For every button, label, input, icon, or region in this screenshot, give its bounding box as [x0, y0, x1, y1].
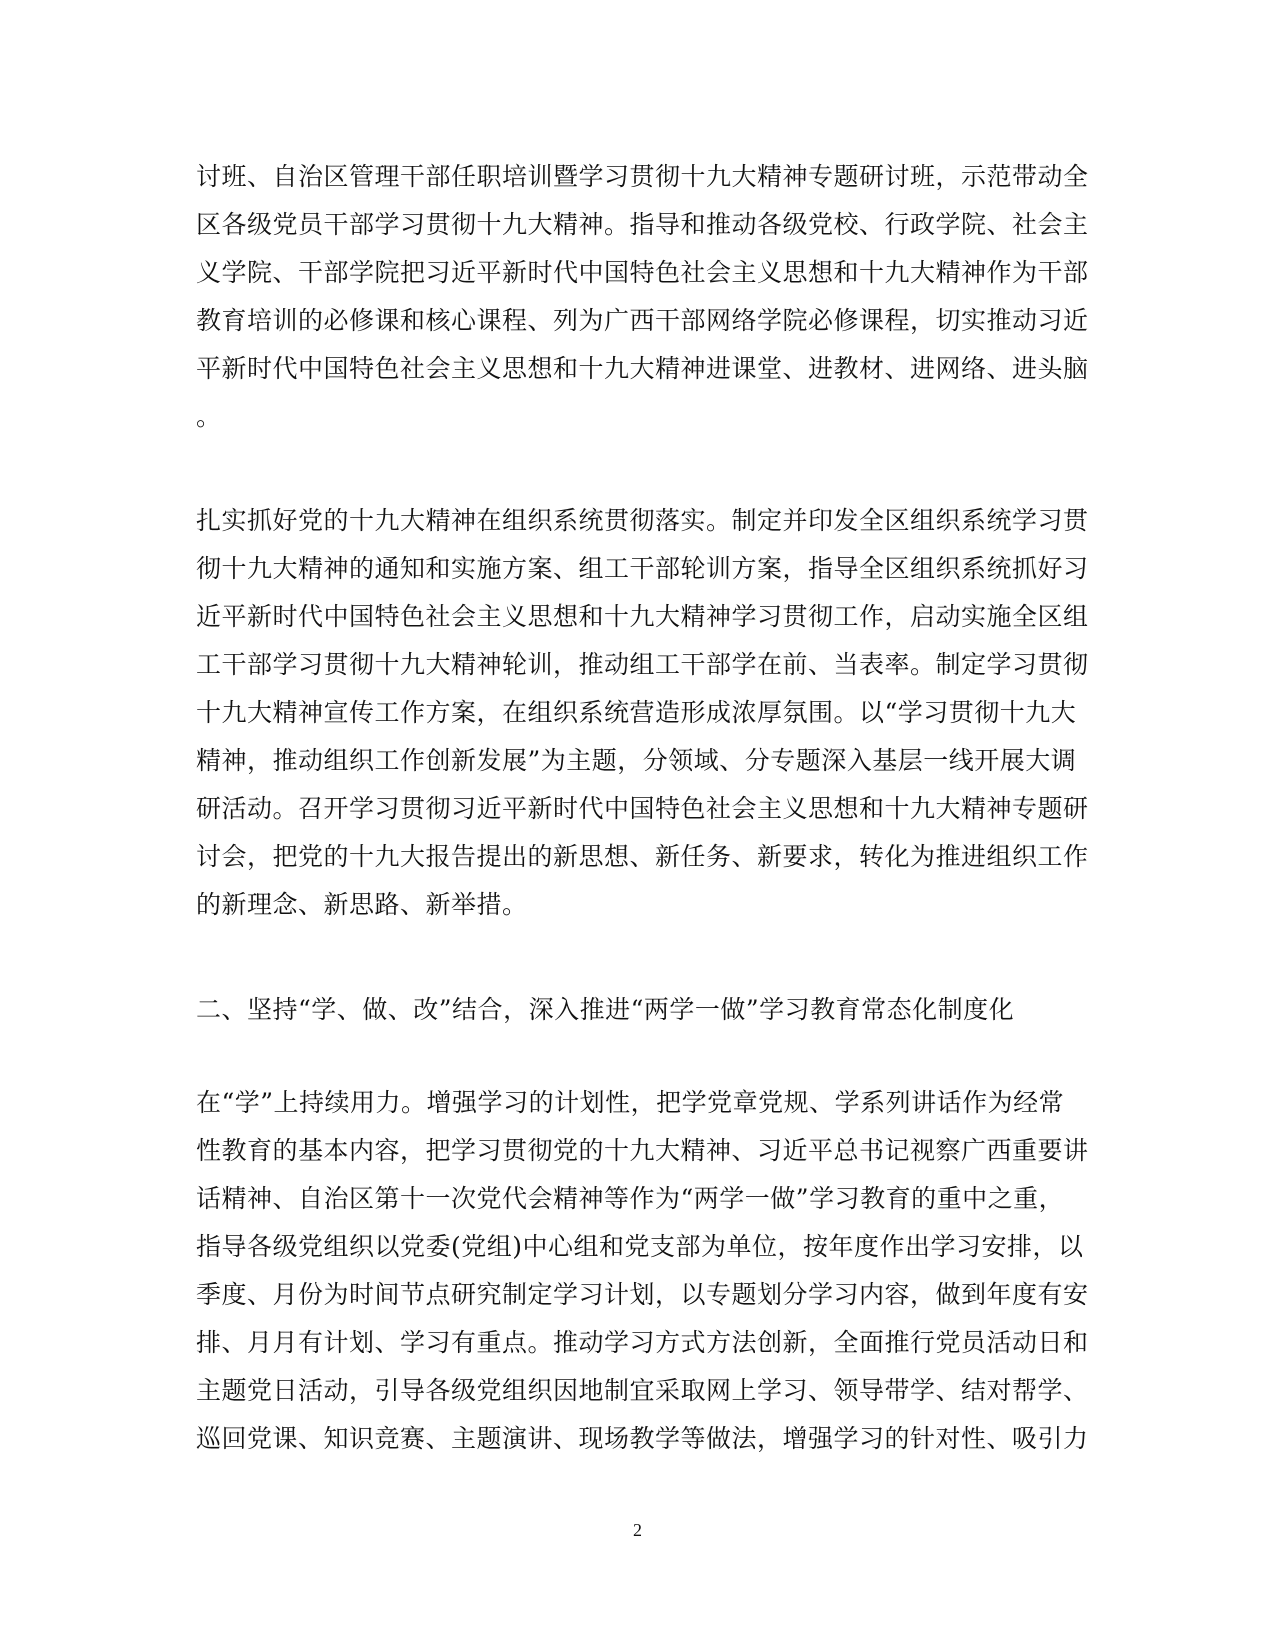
- text-line: 十九大精神宣传工作方案，在组织系统营造形成浓厚氛围。以“学习贯彻十九大: [196, 698, 1077, 727]
- text-line: 讨会，把党的十九大报告提出的新思想、新任务、新要求，转化为推进组织工作: [196, 842, 1089, 871]
- text-line: 指导各级党组织以党委(党组)中心组和党支部为单位，按年度作出学习安排，以: [196, 1232, 1084, 1261]
- text-line: 教育培训的必修课和核心课程、列为广西干部网络学院必修课程，切实推动习近: [196, 306, 1089, 335]
- text-line: 扎实抓好党的十九大精神在组织系统贯彻落实。制定并印发全区组织系统学习贯: [196, 506, 1089, 535]
- text-line: 在“学”上持续用力。增强学习的计划性，把学党章党规、学系列讲话作为经常: [196, 1088, 1065, 1117]
- text-line: 工干部学习贯彻十九大精神轮训，推动组工干部学在前、当表率。制定学习贯彻: [196, 650, 1089, 679]
- text-line: 近平新时代中国特色社会主义思想和十九大精神学习贯彻工作，启动实施全区组: [196, 602, 1089, 631]
- paragraph-3: [196, 1079, 1089, 1463]
- page-number: 2: [633, 1520, 642, 1540]
- paragraph-2: [196, 497, 1089, 929]
- text-line: 季度、月份为时间节点研究制定学习计划，以专题划分学习内容，做到年度有安: [196, 1280, 1089, 1309]
- heading-text: 二、坚持“学、做、改”结合，深入推进“两学一做”学习教育常态化制度化: [196, 995, 1015, 1024]
- text-line: 巡回党课、知识竞赛、主题演讲、现场教学等做法，增强学习的针对性、吸引力: [196, 1424, 1089, 1453]
- text-line: 义学院、干部学院把习近平新时代中国特色社会主义思想和十九大精神作为干部: [196, 258, 1089, 287]
- text-line: 。: [196, 402, 222, 431]
- text-line: 排、月月有计划、学习有重点。推动学习方式方法创新，全面推行党员活动日和: [196, 1328, 1089, 1357]
- text-line: 研活动。召开学习贯彻习近平新时代中国特色社会主义思想和十九大精神专题研: [196, 794, 1089, 823]
- text-line: 性教育的基本内容，把学习贯彻党的十九大精神、习近平总书记视察广西重要讲: [196, 1136, 1089, 1165]
- text-line: 话精神、自治区第十一次党代会精神等作为“两学一做”学习教育的重中之重，: [196, 1184, 1065, 1213]
- text-line: 平新时代中国特色社会主义思想和十九大精神进课堂、进教材、进网络、进头脑: [196, 354, 1089, 383]
- text-line: 精神，推动组织工作创新发展”为主题，分领域、分专题深入基层一线开展大调: [196, 746, 1077, 775]
- paragraph-1: [196, 153, 1089, 441]
- section-heading: [196, 986, 1076, 1034]
- text-line: 的新理念、新思路、新举措。: [196, 890, 528, 919]
- text-line: 主题党日活动，引导各级党组织因地制宜采取网上学习、领导带学、结对帮学、: [196, 1376, 1089, 1405]
- text-line: 讨班、自治区管理干部任职培训暨学习贯彻十九大精神专题研讨班，示范带动全: [196, 162, 1089, 191]
- text-line: 彻十九大精神的通知和实施方案、组工干部轮训方案，指导全区组织系统抓好习: [196, 554, 1089, 583]
- text-line: 区各级党员干部学习贯彻十九大精神。指导和推动各级党校、行政学院、社会主: [196, 210, 1089, 239]
